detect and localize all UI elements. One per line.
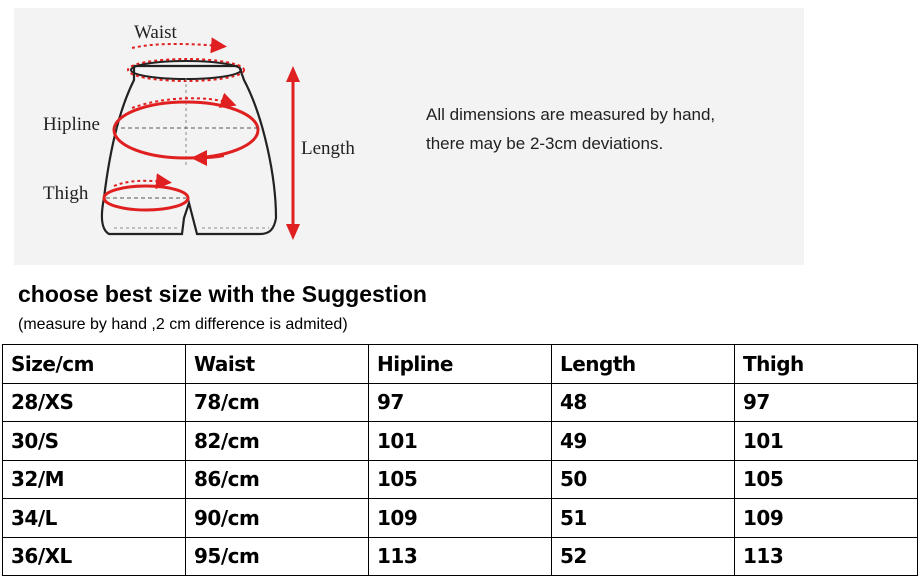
table-cell: 97 <box>735 383 918 422</box>
table-row <box>3 460 918 499</box>
table-cell: 113 <box>735 537 918 576</box>
table-cell: 36/XL <box>3 537 186 576</box>
table-cell: 30/S <box>3 422 186 461</box>
table-cell: 78/cm <box>186 383 369 422</box>
size-chart-table <box>2 344 918 576</box>
table-cell: 109 <box>735 499 918 538</box>
column-header: Hipline <box>369 345 552 384</box>
table-cell: 105 <box>369 460 552 499</box>
table-cell: 50 <box>552 460 735 499</box>
table-row <box>3 383 918 422</box>
table-cell: 32/M <box>3 460 186 499</box>
table-cell: 95/cm <box>186 537 369 576</box>
thigh-measure <box>104 181 188 210</box>
column-header: Thigh <box>735 345 918 384</box>
column-header: Length <box>552 345 735 384</box>
table-cell: 51 <box>552 499 735 538</box>
waist-label: Waist <box>134 22 177 43</box>
table-cell: 113 <box>369 537 552 576</box>
table-cell: 86/cm <box>186 460 369 499</box>
measurement-diagram-panel <box>14 8 804 265</box>
waist-arrow <box>132 44 219 48</box>
table-cell: 97 <box>369 383 552 422</box>
measurement-note <box>426 100 796 158</box>
thigh-label: Thigh <box>43 183 89 204</box>
table-cell: 48 <box>552 383 735 422</box>
page-subheading: (measure by hand ,2 cm difference is admited) <box>18 316 348 333</box>
length-arrow <box>286 66 300 240</box>
table-cell: 90/cm <box>186 499 369 538</box>
table-cell: 109 <box>369 499 552 538</box>
length-label: Length <box>301 138 355 159</box>
table-cell: 52 <box>552 537 735 576</box>
hipline-label: Hipline <box>43 114 100 135</box>
hipline-measure <box>114 98 259 158</box>
note-line-1: All dimensions are measured by hand, <box>426 105 716 124</box>
table-cell: 49 <box>552 422 735 461</box>
table-cell: 101 <box>735 422 918 461</box>
column-header: Size/cm <box>3 345 186 384</box>
column-header: Waist <box>186 345 369 384</box>
table-cell: 34/L <box>3 499 186 538</box>
table-row <box>3 537 918 576</box>
page-heading: choose best size with the Suggestion <box>18 281 427 307</box>
table-row <box>3 499 918 538</box>
table-row <box>3 422 918 461</box>
table-cell: 105 <box>735 460 918 499</box>
waistband <box>128 59 244 81</box>
table-header-row <box>3 345 918 384</box>
table-cell: 101 <box>369 422 552 461</box>
table-cell: 28/XS <box>3 383 186 422</box>
note-line-2: there may be 2-3cm deviations. <box>426 134 664 153</box>
table-cell: 82/cm <box>186 422 369 461</box>
